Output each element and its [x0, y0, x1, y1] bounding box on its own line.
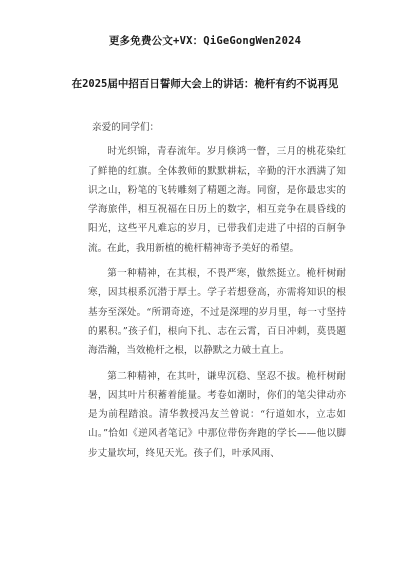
- paragraph-1: 时光织锦，青春流年。岁月倏鸿一瞥，三月的桃花染红了鲜艳的红旗。全体教师的默默耕耘，辛勤的汗水洒满了知识之山，粉笔的飞转雕刻了精题之海。同窗，是你最忠实的学海旅伴，相互祝福在日历上的数字，相互竞争在晨昏线的阳光，这些平凡难忘的岁月，已带我们走进了中招的百舸争流。在此，我用新植的桅杆精神寄予美好的希望。: [88, 146, 346, 254]
- promo-header: 更多免费公文+VX：QiGeGongWen2024: [108, 35, 302, 47]
- paragraph-2: 第一种精神，在其根，不畏严寒，傲然挺立。桅杆树耐寒，因其根系沉潜于厚土。学子若想登高，亦需将知识的根基夯至深处。“所谓奇迹，不过是深埋的岁月里，每一寸坚持的累积。”孩子们，根向下扎、志在云霄，百日冲刺，莫畏题海浩瀚，当效桅杆之根，以静默之力破土直上。: [88, 268, 346, 357]
- document-body: [88, 118, 346, 469]
- paragraph-3: 第二种精神，在其叶，谦卑沉稳、坚忍不拔。桅杆树耐暑，因其叶片积蓄着能量。考卷如潮时，你们的笔尖律动亦是为前程踏浪。清华教授冯友兰曾说：“行道如水，立志如山。”恰如《逆风者笔记》中那位带伤奔跑的学长——他以脚步丈量坎坷，终见天光。孩子们，叶承风雨、: [88, 370, 346, 459]
- document-title: 在2025届中招百日誓师大会上的讲话：桅杆有约不说再见: [71, 78, 339, 90]
- salutation: 亲爱的同学们：: [92, 122, 160, 133]
